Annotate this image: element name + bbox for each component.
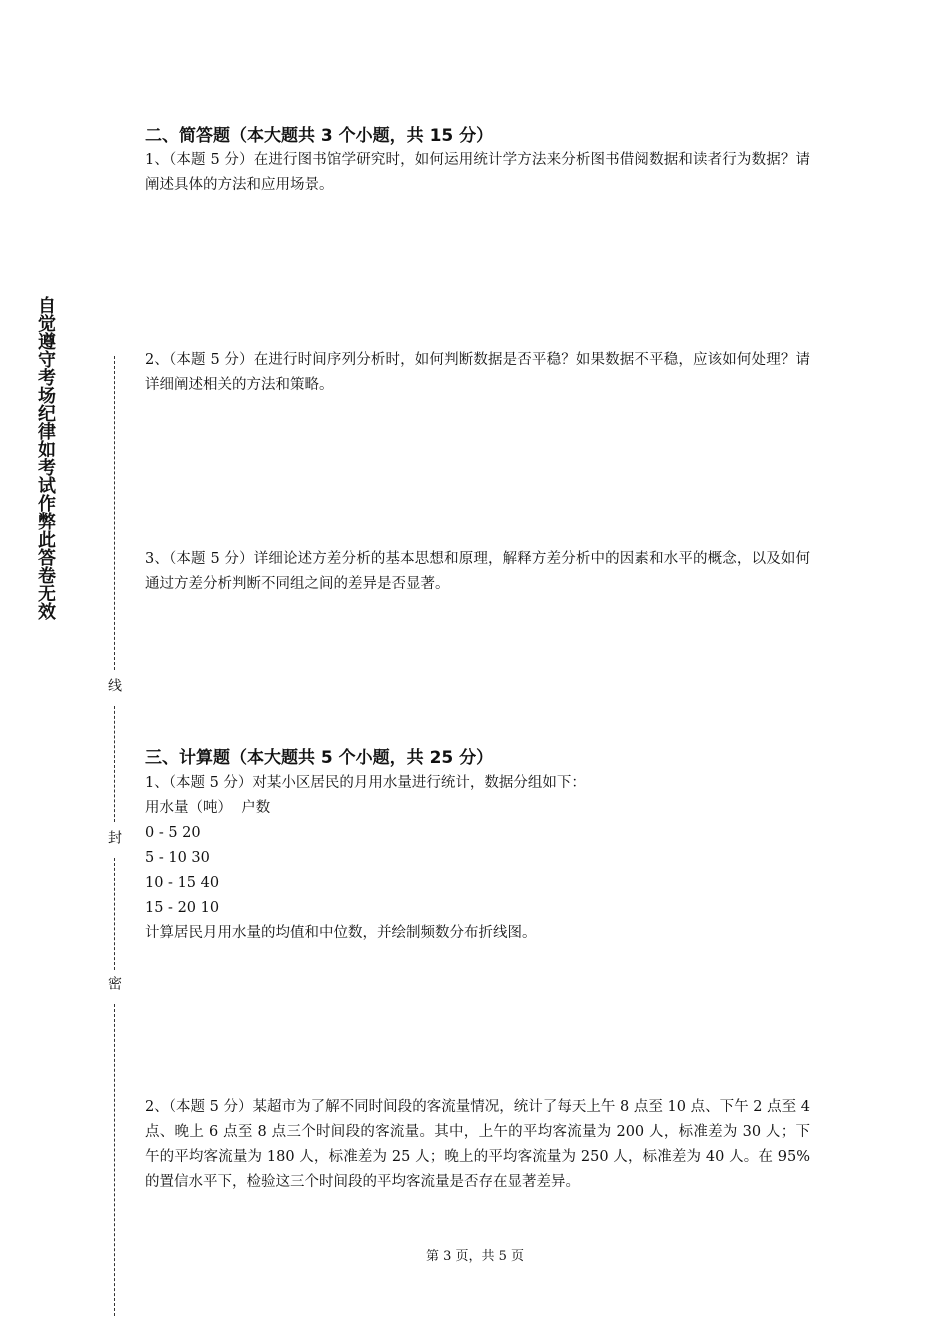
page-number: 第 3 页，共 5 页 xyxy=(425,1249,525,1264)
table-row: 0 - 5 20 xyxy=(145,825,201,841)
binding-label-feng: 封 xyxy=(106,830,122,844)
binding-notice: 自觉遵守考场纪律如考试作弊此答卷无效 xyxy=(35,296,56,620)
question-3-1-stem: 1、（本题 5 分）对某小区居民的月用水量进行统计，数据分组如下： xyxy=(145,775,586,791)
binding-dashed-line xyxy=(114,858,115,970)
table-row: 15 - 20 10 xyxy=(145,900,220,916)
table-header: 用水量（吨） 户数 xyxy=(145,800,271,816)
table-row: 10 - 15 40 xyxy=(145,875,220,891)
water-usage-table xyxy=(145,796,810,921)
binding-label-mi: 密 xyxy=(106,976,122,990)
question-3-1-task: 计算居民月用水量的均值和中位数，并绘制频数分布折线图。 xyxy=(145,925,537,941)
section-2-title: 二、简答题（本大题共 3 个小题，共 15 分） xyxy=(145,126,494,146)
section-3-title: 三、计算题（本大题共 5 个小题，共 25 分） xyxy=(145,748,494,768)
table-row: 5 - 10 30 xyxy=(145,850,210,866)
question-2-1: 1、（本题 5 分）在进行图书馆学研究时，如何运用统计学方法来分析图书借阅数据和读者行为数据？请阐述具体的方法和应用场景。 xyxy=(145,152,810,193)
binding-label-xian: 线 xyxy=(106,678,122,692)
binding-dashed-line xyxy=(114,356,115,670)
binding-dashed-line xyxy=(114,706,115,822)
question-2-3: 3、（本题 5 分）详细论述方差分析的基本思想和原理，解释方差分析中的因素和水平的概念，以及如何通过方差分析判断不同组之间的差异是否显著。 xyxy=(145,551,810,592)
question-3-2: 2、（本题 5 分）某超市为了解不同时间段的客流量情况，统计了每天上午 8 点至 10 点、下午 2 点至 4 点、晚上 6 点至 8 点三个时间段的客流量。其中，上午的平均客流量为 200 人，标准差为 30 人；下午的平均客流量为 180 人，标准差为 25 人；晚上的平均客流量为 250 人，标准差为 40 人。在 95%的置信水平下，检验这三个时间段的平均客流量是否存在显著差异。 xyxy=(145,1099,810,1190)
binding-dashed-line xyxy=(114,1004,115,1316)
question-2-2: 2、（本题 5 分）在进行时间序列分析时，如何判断数据是否平稳？如果数据不平稳，应该如何处理？请详细阐述相关的方法和策略。 xyxy=(145,352,810,393)
question-3-1 xyxy=(145,771,810,946)
